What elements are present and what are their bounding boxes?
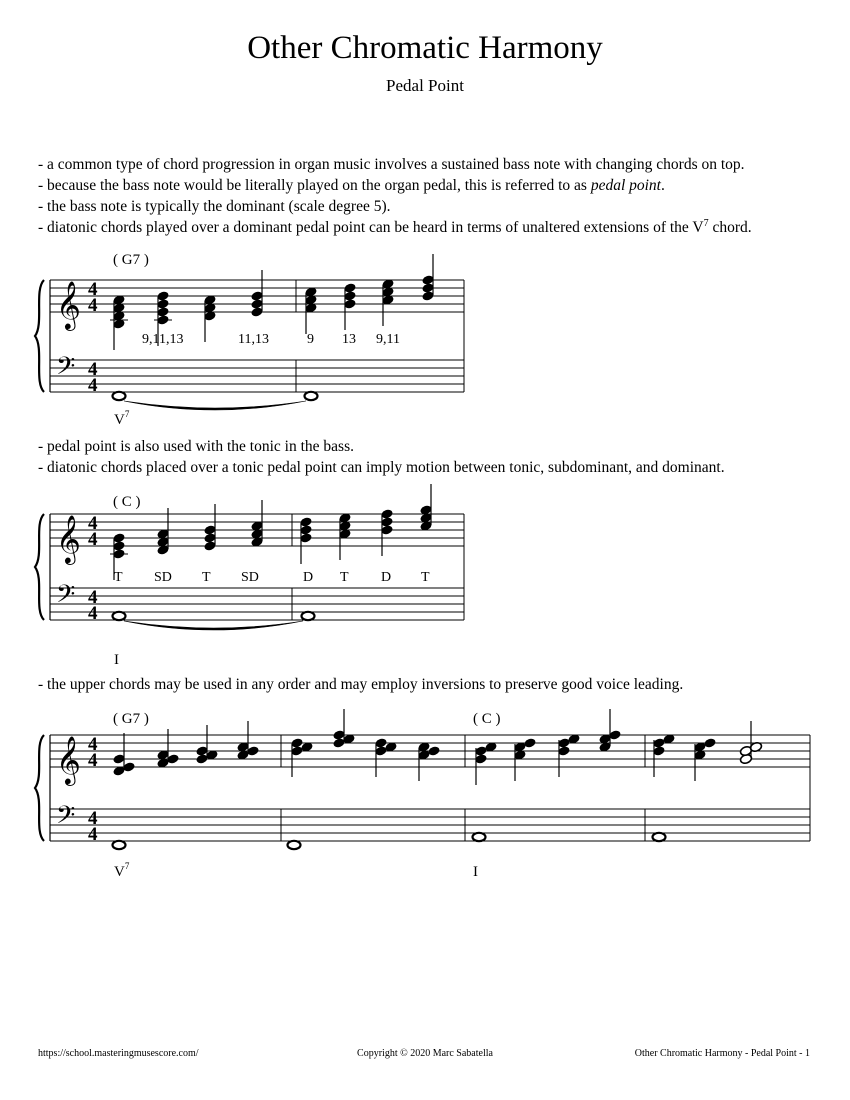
roman-numeral: I — [114, 652, 119, 668]
bass-clef-icon: 𝄢 — [56, 581, 76, 614]
extension-label: 11,13 — [238, 332, 269, 347]
intro-line-2-end: . — [661, 177, 665, 194]
whole-note — [653, 833, 666, 841]
time-signature: 4 — [88, 734, 98, 755]
whole-note — [113, 392, 126, 400]
music-example-3 — [0, 702, 850, 887]
middle-line-2: - diatonic chords placed over a tonic pedal point can imply motion between tonic, subdominant, and dominant. — [38, 459, 725, 476]
middle-line-1: - pedal point is also used with the tonic in the bass. — [38, 438, 354, 455]
closing-line-1: - the upper chords may be used in any order and may employ inversions to preserve good voice leading. — [38, 676, 684, 693]
whole-note — [113, 612, 126, 620]
page-subtitle: Pedal Point — [386, 76, 464, 95]
function-label: T — [421, 570, 430, 585]
extension-label: 9 — [307, 332, 314, 347]
intro-line-4-sup: 7 — [703, 217, 709, 229]
whole-note — [288, 841, 301, 849]
note-head — [427, 745, 440, 756]
intro-line-3: - the bass note is typically the dominant (scale degree 5). — [38, 198, 391, 215]
intro-line-1: - a common type of chord progression in organ music involves a sustained bass note with changing chords on top. — [38, 156, 745, 173]
note-head — [703, 737, 716, 748]
bass-clef-icon: 𝄢 — [56, 802, 76, 835]
intro-line-2 — [38, 175, 752, 196]
chord-symbol: ( G7 ) — [113, 252, 149, 268]
system-brace — [35, 280, 44, 392]
time-signature: 4 — [88, 587, 98, 608]
treble-clef-icon: 𝄞 — [56, 283, 81, 329]
pedal-point-term: pedal point — [590, 177, 661, 194]
tie — [124, 621, 303, 630]
whole-note — [305, 392, 318, 400]
system-brace — [35, 514, 44, 620]
middle-text — [38, 436, 725, 478]
footer-copyright: Copyright © 2020 Marc Sabatella — [357, 1048, 493, 1059]
whole-note — [113, 841, 126, 849]
page-title: Other Chromatic Harmony — [247, 30, 603, 66]
closing-text — [38, 674, 683, 695]
time-signature: 4 — [88, 513, 98, 534]
function-label: SD — [154, 570, 172, 585]
time-signature: 4 — [88, 824, 98, 845]
time-signature: 4 — [88, 750, 98, 771]
function-label: SD — [241, 570, 259, 585]
time-signature: 4 — [88, 359, 98, 380]
music-example-2 — [0, 484, 850, 669]
bass-clef-icon: 𝄢 — [56, 353, 76, 386]
tie — [124, 401, 306, 410]
treble-clef-icon: 𝄞 — [56, 738, 81, 784]
note-head — [523, 737, 536, 748]
function-label: D — [303, 570, 314, 585]
whole-note — [302, 612, 315, 620]
time-signature: 4 — [88, 603, 98, 624]
time-signature: 4 — [88, 295, 98, 316]
time-signature: 4 — [88, 375, 98, 396]
roman-numeral: $V^7$ — [114, 861, 130, 880]
chord-symbol: ( C ) — [473, 711, 501, 727]
whole-note — [473, 833, 486, 841]
chord-symbol: ( G7 ) — [113, 711, 149, 727]
roman-numeral: I — [473, 864, 478, 880]
music-example-1 — [0, 240, 850, 435]
intro-line-4 — [38, 217, 752, 238]
time-signature: 4 — [88, 529, 98, 550]
function-label: T — [114, 570, 123, 585]
roman-numeral: $V^7$ — [114, 409, 130, 428]
chord-symbol: ( C ) — [113, 494, 141, 510]
treble-clef-icon: 𝄞 — [56, 517, 81, 563]
function-label: T — [202, 570, 211, 585]
function-label: T — [340, 570, 349, 585]
intro-text — [38, 154, 752, 238]
extension-label: 9,11,13 — [142, 332, 184, 347]
time-signature: 4 — [88, 808, 98, 829]
intro-line-4-end: chord. — [708, 219, 752, 236]
system-brace — [35, 735, 44, 841]
footer-page-label: Other Chromatic Harmony - Pedal Point - 1 — [634, 1048, 810, 1059]
extension-label: 9,11 — [376, 332, 400, 347]
intro-line-4-text: - diatonic chords played over a dominant pedal point can be heard in terms of unaltered extensions of the V — [38, 219, 704, 236]
time-signature: 4 — [88, 279, 98, 300]
intro-line-2-text: - because the bass note would be literally played on the organ pedal, this is referred to as — [38, 177, 591, 194]
extension-label: 13 — [342, 332, 356, 347]
function-label: D — [381, 570, 392, 585]
footer-url: https://school.masteringmusescore.com/ — [38, 1048, 199, 1059]
